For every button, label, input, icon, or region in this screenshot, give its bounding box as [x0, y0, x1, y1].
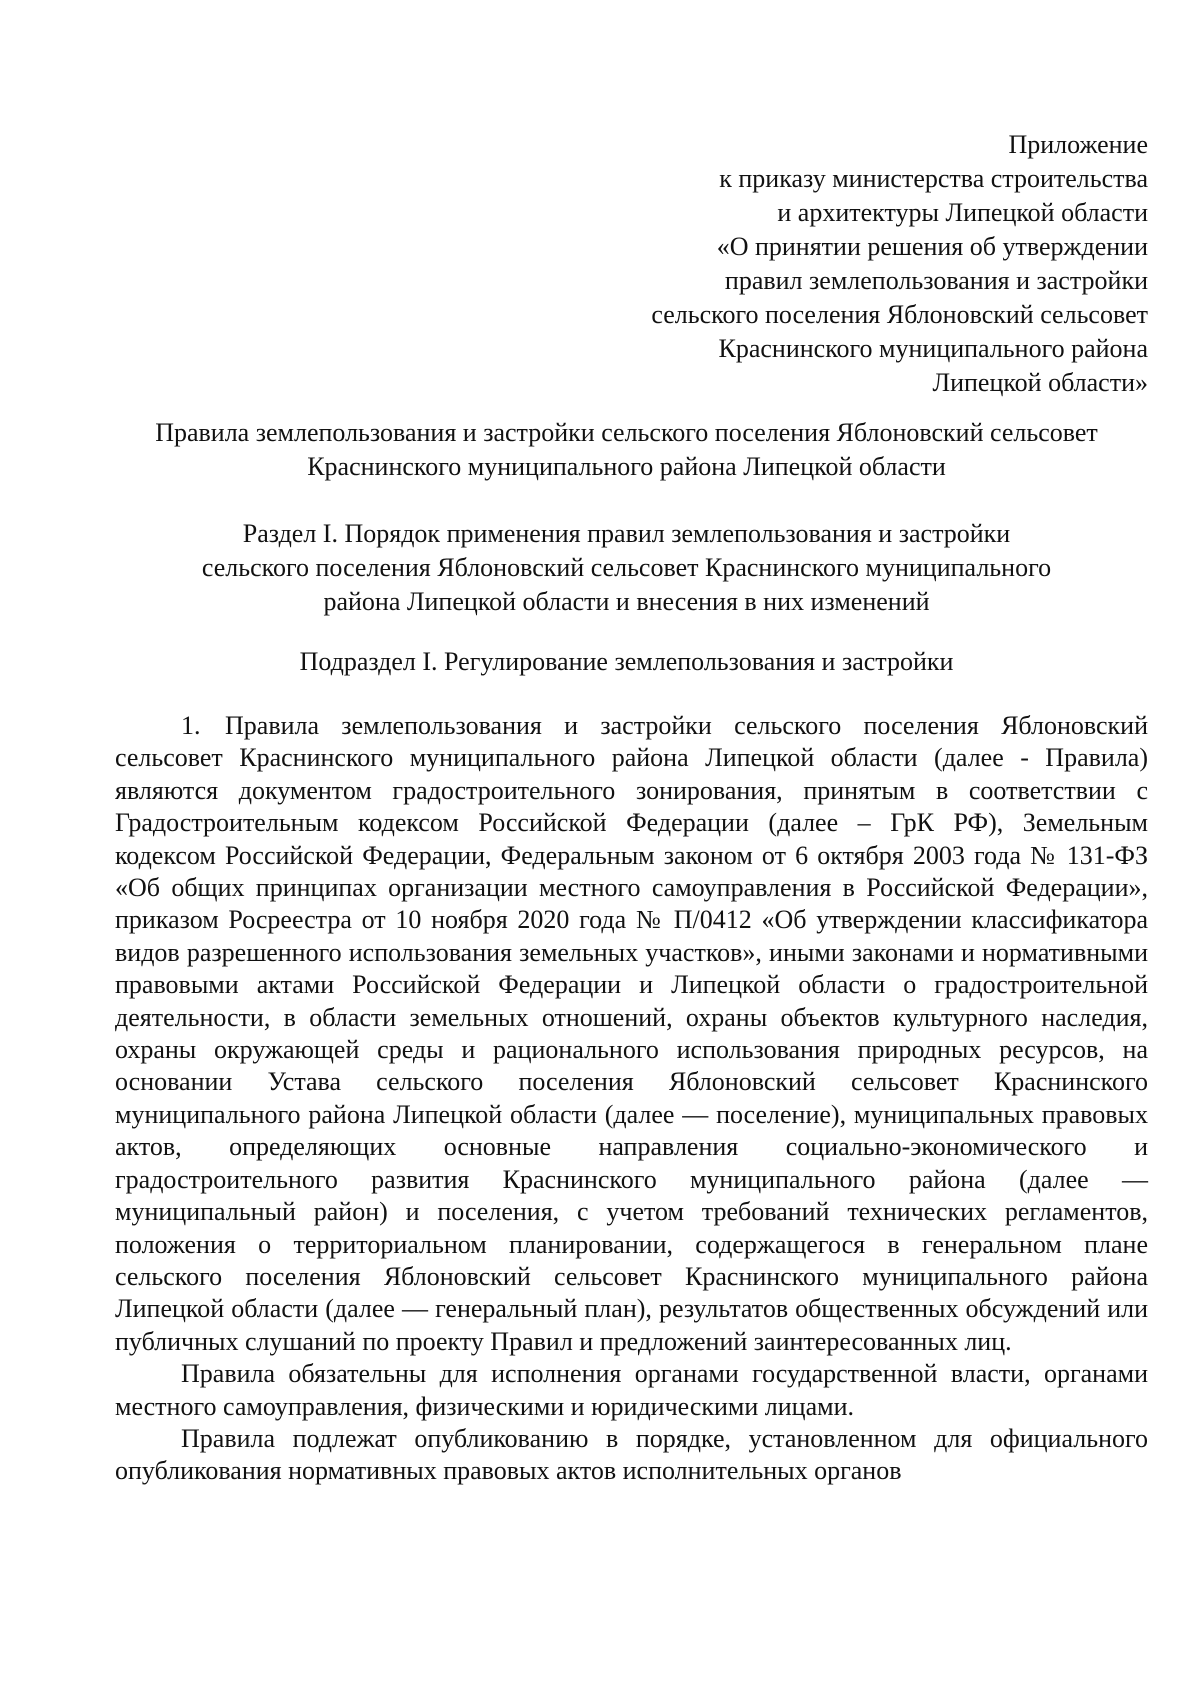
document-title-line: Правила землепользования и застройки сельского поселения Яблоновский сельсовет	[155, 418, 1098, 447]
subsection-title: Подраздел I. Регулирование землепользования и застройки	[299, 647, 954, 676]
appendix-line: и архитектуры Липецкой области	[777, 198, 1148, 227]
appendix-line: сельского поселения Яблоновский сельсовет	[651, 300, 1148, 329]
section-heading-line: сельского поселения Яблоновский сельсовет Краснинского муниципального	[201, 553, 1052, 582]
appendix-line: Краснинского муниципального района	[718, 334, 1148, 363]
section-heading	[105, 517, 1148, 619]
item-number: 1.	[181, 711, 201, 740]
appendix-line: к приказу министерства строительства	[719, 164, 1148, 193]
section-heading-line: Раздел I. Порядок применения правил землепользования и застройки	[242, 519, 1011, 548]
section-heading-line: района Липецкой области и внесения в них изменений	[323, 587, 930, 616]
appendix-line: правил землепользования и застройки	[724, 266, 1148, 295]
subsection-heading	[105, 645, 1148, 679]
appendix-line: Приложение	[1008, 130, 1148, 159]
paragraph: Правила обязательны для исполнения органами государственной власти, органами местного самоуправления, физическими и юридическими лицами.	[115, 1359, 1148, 1421]
appendix-line: Липецкой области»	[932, 368, 1148, 397]
appendix-header	[528, 128, 1148, 400]
paragraph-text: Правила землепользования и застройки сельского поселения Яблоновский сельсовет Краснинского муниципального района Липецкой области (далее - Правила) являются документом градостроительного зонирования, принятым в соответствии с Градостроительным кодексом Российской Федерации (далее – ГрК РФ), Земельным кодексом Российской Федерации, Федеральным законом от 6 октября 2003 года № 131-ФЗ «Об общих принципах организации местного самоуправления в Российской Федерации», приказом Росреестра от 10 ноября 2020 года № П/0412 «Об утверждении классификатора видов разрешенного использования земельных участков», иными законами и нормативными правовыми актами Российской Федерации и Липецкой области о градостроительной деятельности, в области земельных отношений, охраны объектов культурного наследия, охраны окружающей среды и рационального использования природных ресурсов, на основании Устава сельского поселения Яблоновский сельсовет Краснинского муниципального района Липецкой области (далее — поселение), муниципальных правовых актов, определяющих основные направления социально-экономического и градостроительного развития Краснинского муниципального района (далее — муниципальный район) и поселения, с учетом требований технических регламентов, положения о территориальном планировании, содержащегося в генеральном плане сельского поселения Яблоновский сельсовет Краснинского муниципального района Липецкой области (далее — генеральный план), результатов общественных обсуждений или публичных слушаний по проекту Правил и предложений заинтересованных лиц.	[115, 711, 1148, 1356]
body-text	[115, 710, 1148, 1488]
document-title-line: Краснинского муниципального района Липецкой области	[307, 452, 946, 481]
appendix-line: «О принятии решения об утверждении	[716, 232, 1148, 261]
paragraph: Правила подлежат опубликованию в порядке, установленном для официального опубликования нормативных правовых актов исполнительных органов	[115, 1423, 1148, 1486]
document-title	[105, 416, 1148, 484]
paragraph-item-1	[115, 710, 1148, 1358]
